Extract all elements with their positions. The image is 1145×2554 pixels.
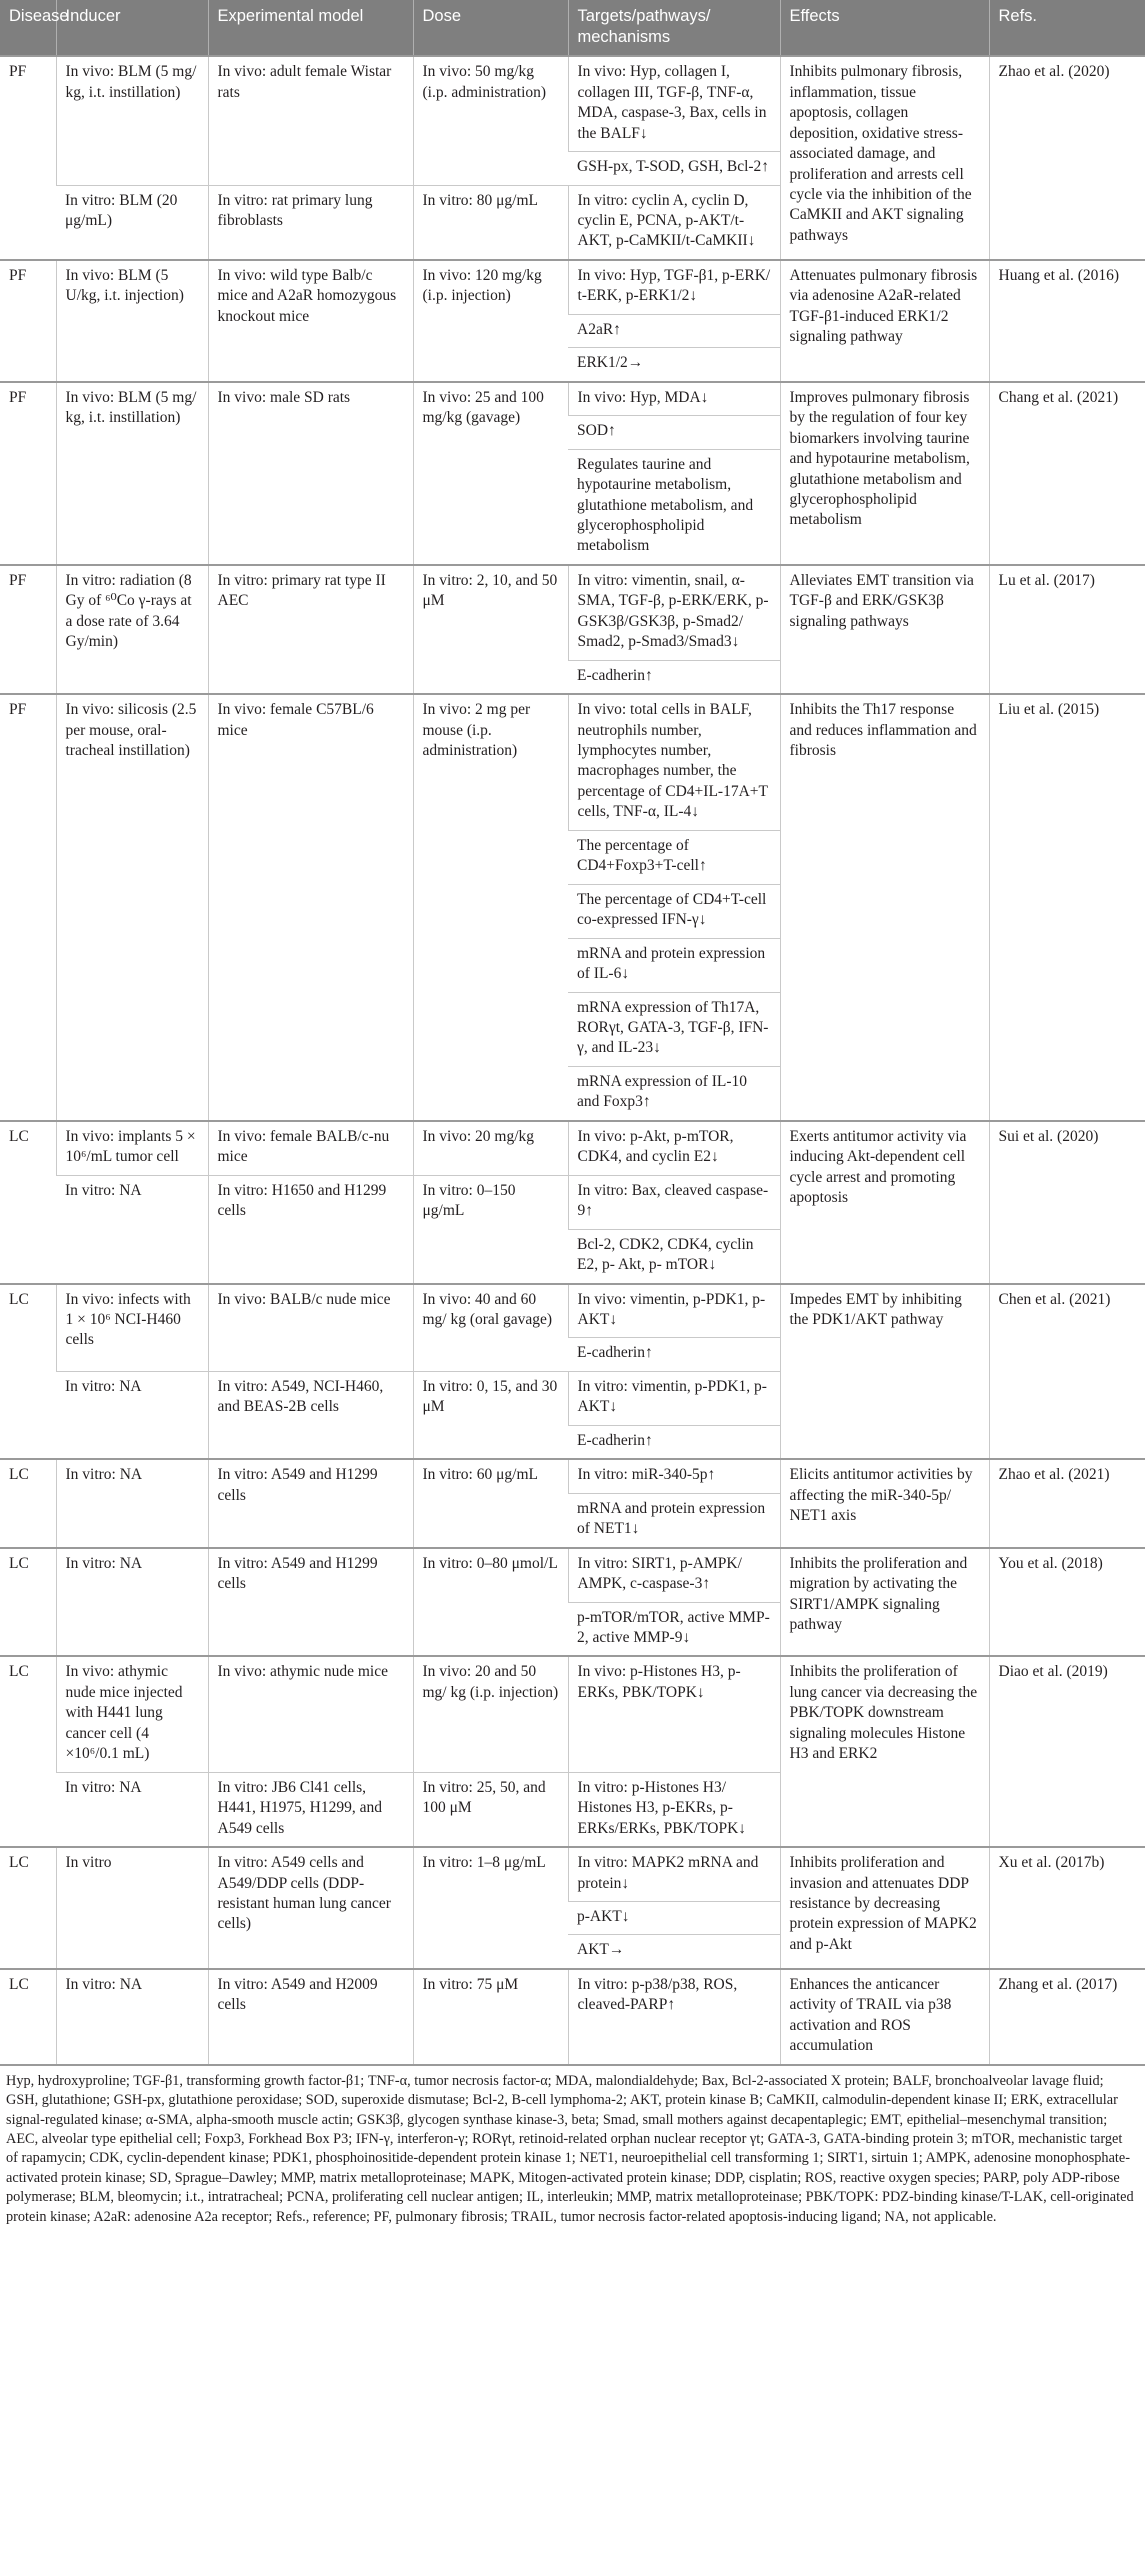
model-cell: In vivo: BALB/c nude mice [208, 1284, 413, 1372]
model-cell: In vitro: rat primary lung fibroblasts [208, 185, 413, 260]
dose-cell: In vivo: 40 and 60 mg/ kg (oral gavage) [413, 1284, 568, 1372]
model-cell: In vivo: female BALB/c-nu mice [208, 1121, 413, 1175]
target-cell: Regulates taurine and hypotaurine metabolism, glutathione metabolism, and glycerophospholipid metabolism [568, 449, 780, 565]
disease-cell: PF [0, 260, 56, 382]
model-cell: In vitro: A549, NCI-H460, and BEAS-2B cells [208, 1371, 413, 1459]
target-cell: In vitro: miR-340-5p↑ [568, 1459, 780, 1493]
model-cell: In vitro: primary rat type II AEC [208, 565, 413, 694]
refs-cell: Diao et al. (2019) [989, 1656, 1145, 1847]
dose-cell: In vitro: 75 μM [413, 1969, 568, 2065]
table-row [0, 1459, 1145, 1493]
table-row [0, 1969, 1145, 2065]
target-cell: In vivo: vimentin, p-PDK1, p-AKT↓ [568, 1284, 780, 1338]
disease-cell: LC [0, 1459, 56, 1547]
header-experimental-model: Experimental model [208, 0, 413, 56]
dose-cell: In vitro: 0–150 μg/mL [413, 1175, 568, 1283]
model-cell: In vitro: A549 cells and A549/DDP cells (DDP-resistant human lung cancer cells) [208, 1847, 413, 1969]
table-header [0, 0, 1145, 56]
refs-cell: Zhao et al. (2021) [989, 1459, 1145, 1547]
target-cell: The percentage of CD4+T-cell co-expressed IFN-γ↓ [568, 884, 780, 938]
target-cell: GSH-px, T-SOD, GSH, Bcl-2↑ [568, 152, 780, 185]
target-cell: E-cadherin↑ [568, 1338, 780, 1371]
table-row [0, 1284, 1145, 1338]
target-cell: In vitro: vimentin, p-PDK1, p-AKT↓ [568, 1371, 780, 1425]
refs-cell: Chang et al. (2021) [989, 382, 1145, 565]
target-cell: In vivo: Hyp, MDA↓ [568, 382, 780, 416]
effects-cell: Improves pulmonary fibrosis by the regulation of four key biomarkers involving taurine and hypotaurine metabolism, glutathione metabolism and glycerophospholipid metabolism [780, 382, 989, 565]
effects-cell: Enhances the anticancer activity of TRAIL via p38 activation and ROS accumulation [780, 1969, 989, 2065]
inducer-cell: In vivo: silicosis (2.5 per mouse, oral-tracheal instillation) [56, 694, 208, 1121]
target-cell: AKT→ [568, 1935, 780, 1969]
header-targets: Targets/pathways/ mechanisms [568, 0, 780, 56]
dose-cell: In vitro: 0, 15, and 30 μM [413, 1371, 568, 1459]
model-cell: In vitro: JB6 Cl41 cells, H441, H1975, H1299, and A549 cells [208, 1772, 413, 1847]
disease-cell: PF [0, 565, 56, 694]
header-row [0, 0, 1145, 56]
target-cell: p-mTOR/mTOR, active MMP-2, active MMP-9↓ [568, 1602, 780, 1656]
target-cell: Bcl-2, CDK2, CDK4, cyclin E2, p- Akt, p- mTOR↓ [568, 1229, 780, 1283]
inducer-cell: In vivo: athymic nude mice injected with H441 lung cancer cell (4 ×10⁶/0.1 mL) [56, 1656, 208, 1772]
target-cell: In vivo: p-Histones H3, p-ERKs, PBK/TOPK↓ [568, 1656, 780, 1772]
effects-cell: Inhibits proliferation and invasion and attenuates DDP resistance by decreasing protein expression of MAPK2 and p-Akt [780, 1847, 989, 1969]
inducer-cell: In vitro: NA [56, 1772, 208, 1847]
header-disease: Disease [0, 0, 56, 56]
inducer-cell: In vivo: BLM (5 mg/ kg, i.t. instillation) [56, 382, 208, 565]
target-cell: p-AKT↓ [568, 1901, 780, 1934]
dose-cell: In vitro: 2, 10, and 50 μM [413, 565, 568, 694]
inducer-cell: In vitro: NA [56, 1969, 208, 2065]
model-cell: In vivo: female C57BL/6 mice [208, 694, 413, 1121]
table-row [0, 1121, 1145, 1175]
effects-cell: Exerts antitumor activity via inducing Akt-dependent cell cycle arrest and promoting apoptosis [780, 1121, 989, 1284]
inducer-cell: In vivo: infects with 1 × 10⁶ NCI-H460 cells [56, 1284, 208, 1372]
disease-cell: LC [0, 1121, 56, 1284]
target-cell: In vitro: p-p38/p38, ROS, cleaved-PARP↑ [568, 1969, 780, 2065]
dose-cell: In vivo: 25 and 100 mg/kg (gavage) [413, 382, 568, 565]
effects-cell: Inhibits the proliferation and migration by activating the SIRT1/AMPK signaling pathway [780, 1548, 989, 1657]
disease-cell: PF [0, 694, 56, 1121]
target-cell: The percentage of CD4+Foxp3+T-cell↑ [568, 830, 780, 884]
target-cell: ERK1/2→ [568, 348, 780, 382]
table-row [0, 260, 1145, 314]
model-cell: In vitro: A549 and H2009 cells [208, 1969, 413, 2065]
target-cell: In vivo: Hyp, collagen I, collagen III, TGF-β, TNF-α, MDA, caspase-3, Bax, cells in the BALF↓ [568, 56, 780, 151]
refs-cell: Sui et al. (2020) [989, 1121, 1145, 1284]
dose-cell: In vitro: 25, 50, and 100 μM [413, 1772, 568, 1847]
disease-cell: LC [0, 1847, 56, 1969]
model-cell: In vitro: H1650 and H1299 cells [208, 1175, 413, 1283]
dose-cell: In vivo: 20 mg/kg [413, 1121, 568, 1175]
model-cell: In vitro: A549 and H1299 cells [208, 1459, 413, 1547]
refs-cell: Lu et al. (2017) [989, 565, 1145, 694]
target-cell: E-cadherin↑ [568, 660, 780, 694]
inducer-cell: In vitro: NA [56, 1175, 208, 1283]
header-effects: Effects [780, 0, 989, 56]
inducer-cell: In vitro [56, 1847, 208, 1969]
header-dose: Dose [413, 0, 568, 56]
table-row [0, 56, 1145, 151]
model-cell: In vivo: adult female Wistar rats [208, 56, 413, 185]
dose-cell: In vivo: 20 and 50 mg/ kg (i.p. injection) [413, 1656, 568, 1772]
dose-cell: In vivo: 120 mg/kg (i.p. injection) [413, 260, 568, 382]
table-row [0, 1548, 1145, 1602]
target-cell: mRNA expression of IL-10 and Foxp3↑ [568, 1066, 780, 1120]
disease-cell: LC [0, 1969, 56, 2065]
model-cell: In vivo: wild type Balb/c mice and A2aR homozygous knockout mice [208, 260, 413, 382]
table-row [0, 565, 1145, 660]
refs-cell: Zhang et al. (2017) [989, 1969, 1145, 2065]
refs-cell: Zhao et al. (2020) [989, 56, 1145, 260]
target-cell: In vivo: total cells in BALF, neutrophils number, lymphocytes number, macrophages number, the percentage of CD4+IL-17A+T cells, TNF-α, IL-4↓ [568, 694, 780, 830]
table-row [0, 1847, 1145, 1901]
table-footnote: Hyp, hydroxyproline; TGF-β1, transforming growth factor-β1; TNF-α, tumor necrosis factor-α; MDA, malondialdehyde; Bax, Bcl-2-associated X protein; BALF, bronchoalveolar lavage fluid; GSH, glutathione; GSH-px, glutathione peroxidase; SOD, superoxide dismutase; Bcl-2, B-cell lymphoma-2; AKT, protein kinase B; CaMKII, calmodulin-dependent kinase II; ERK, extracellular signal-regulated kinase; α-SMA, alpha-smooth muscle actin; GSK3β, glycogen synthase kinase-3, beta; Smad, small mothers against decapentaplegic; EMT, epithelial–mesenchymal transition; AEC, alveolar type epithelial cell; Foxp3, Forkhead Box P3; IFN-γ, interferon-γ; RORγt, retinoid-related orphan nuclear receptor γt; GATA-3, GATA-binding protein 3; mTOR, mechanistic target of rapamycin; CDK, cyclin-dependent kinase; PDK1, phosphoinositide-dependent protein kinase 1; NET1, neuroepithelial cell transforming 1; SIRT1, sirtuin 1; AMPK, adenosine monophosphate-activated protein kinase; SD, Sprague–Dawley; MMP, matrix metalloproteinase; MAPK, Mitogen-activated protein kinase; DDP, cisplatin; ROS, reactive oxygen species; PARP, poly ADP-ribose polymerase; BLM, bleomycin; i.t., intratracheal; PCNA, proliferating cell nuclear antigen; IL, interleukin; MMP, matrix metalloproteinase; PBK/TOPK: PDZ-binding kinase/T-LAK, cell-originated protein kinase; A2aR: adenosine A2a receptor; Refs., reference; PF, pulmonary fibrosis; TRAIL, tumor necrosis factor-related apoptosis-inducing ligand; NA, not applicable. [6, 2072, 1134, 2225]
effects-cell: Alleviates EMT transition via TGF-β and ERK/GSK3β signaling pathways [780, 565, 989, 694]
effects-cell: Inhibits pulmonary fibrosis, inflammation, tissue apoptosis, collagen deposition, oxidative stress-associated damage, and proliferation and arrests cell cycle via the inhibition of the CaMKII and AKT signaling pathways [780, 56, 989, 260]
inducer-cell: In vivo: BLM (5 U/kg, i.t. injection) [56, 260, 208, 382]
disease-cell: PF [0, 56, 56, 260]
effects-cell: Impedes EMT by inhibiting the PDK1/AKT pathway [780, 1284, 989, 1460]
target-cell: A2aR↑ [568, 314, 780, 347]
disease-cell: LC [0, 1656, 56, 1847]
inducer-cell: In vitro: BLM (20 μg/mL) [56, 185, 208, 260]
dose-cell: In vivo: 2 mg per mouse (i.p. administration) [413, 694, 568, 1121]
header-refs: Refs. [989, 0, 1145, 56]
table-row [0, 382, 1145, 416]
table-body [0, 56, 1145, 2064]
dose-cell: In vitro: 0–80 μmol/L [413, 1548, 568, 1657]
dose-cell: In vivo: 50 mg/kg (i.p. administration) [413, 56, 568, 185]
inducer-cell: In vivo: BLM (5 mg/ kg, i.t. instillation) [56, 56, 208, 185]
model-cell: In vivo: male SD rats [208, 382, 413, 565]
dose-cell: In vitro: 1–8 μg/mL [413, 1847, 568, 1969]
inducer-cell: In vivo: implants 5 × 10⁶/mL tumor cell [56, 1121, 208, 1175]
dose-cell: In vitro: 80 μg/mL [413, 185, 568, 260]
refs-cell: Liu et al. (2015) [989, 694, 1145, 1121]
target-cell: In vitro: vimentin, snail, α-SMA, TGF-β, p-ERK/ERK, p-GSK3β/GSK3β, p-Smad2/ Smad2, p-Smad3/Smad3↓ [568, 565, 780, 660]
target-cell: In vitro: cyclin A, cyclin D, cyclin E, PCNA, p-AKT/t-AKT, p-CaMKII/t-CaMKII↓ [568, 185, 780, 260]
dose-cell: In vitro: 60 μg/mL [413, 1459, 568, 1547]
target-cell: In vitro: MAPK2 mRNA and protein↓ [568, 1847, 780, 1901]
effects-cell: Inhibits the proliferation of lung cancer via decreasing the PBK/TOPK downstream signaling molecules Histone H3 and ERK2 [780, 1656, 989, 1847]
model-cell: In vitro: A549 and H1299 cells [208, 1548, 413, 1657]
inducer-cell: In vitro: NA [56, 1548, 208, 1657]
disease-cell: LC [0, 1284, 56, 1460]
table-row [0, 694, 1145, 830]
model-cell: In vivo: athymic nude mice [208, 1656, 413, 1772]
target-cell: mRNA and protein expression of IL-6↓ [568, 938, 780, 992]
disease-cell: PF [0, 382, 56, 565]
inducer-cell: In vitro: radiation (8 Gy of ⁶⁰Co γ-rays at a dose rate of 3.64 Gy/min) [56, 565, 208, 694]
inducer-cell: In vitro: NA [56, 1371, 208, 1459]
target-cell: In vitro: SIRT1, p-AMPK/ AMPK, c-caspase-3↑ [568, 1548, 780, 1602]
target-cell: In vitro: p-Histones H3/ Histones H3, p-EKRs, p-ERKs/ERKs, PBK/TOPK↓ [568, 1772, 780, 1847]
table-row [0, 1656, 1145, 1772]
disease-cell: LC [0, 1548, 56, 1657]
refs-cell: Huang et al. (2016) [989, 260, 1145, 382]
refs-cell: Chen et al. (2021) [989, 1284, 1145, 1460]
effects-cell: Attenuates pulmonary fibrosis via adenosine A2aR-related TGF-β1-induced ERK1/2 signaling pathway [780, 260, 989, 382]
effects-cell: Inhibits the Th17 response and reduces inflammation and fibrosis [780, 694, 989, 1121]
target-cell: mRNA expression of Th17A, RORγt, GATA-3, TGF-β, IFN-γ, and IL-23↓ [568, 992, 780, 1066]
target-cell: E-cadherin↑ [568, 1425, 780, 1459]
header-inducer: Inducer [56, 0, 208, 56]
target-cell: SOD↑ [568, 416, 780, 449]
target-cell: In vivo: Hyp, TGF-β1, p-ERK/ t-ERK, p-ERK1/2↓ [568, 260, 780, 314]
target-cell: mRNA and protein expression of NET1↓ [568, 1493, 780, 1547]
refs-cell: You et al. (2018) [989, 1548, 1145, 1657]
refs-cell: Xu et al. (2017b) [989, 1847, 1145, 1969]
target-cell: In vivo: p-Akt, p-mTOR, CDK4, and cyclin E2↓ [568, 1121, 780, 1175]
inducer-cell: In vitro: NA [56, 1459, 208, 1547]
effects-cell: Elicits antitumor activities by affecting the miR-340-5p/ NET1 axis [780, 1459, 989, 1547]
target-cell: In vitro: Bax, cleaved caspase-9↑ [568, 1175, 780, 1229]
